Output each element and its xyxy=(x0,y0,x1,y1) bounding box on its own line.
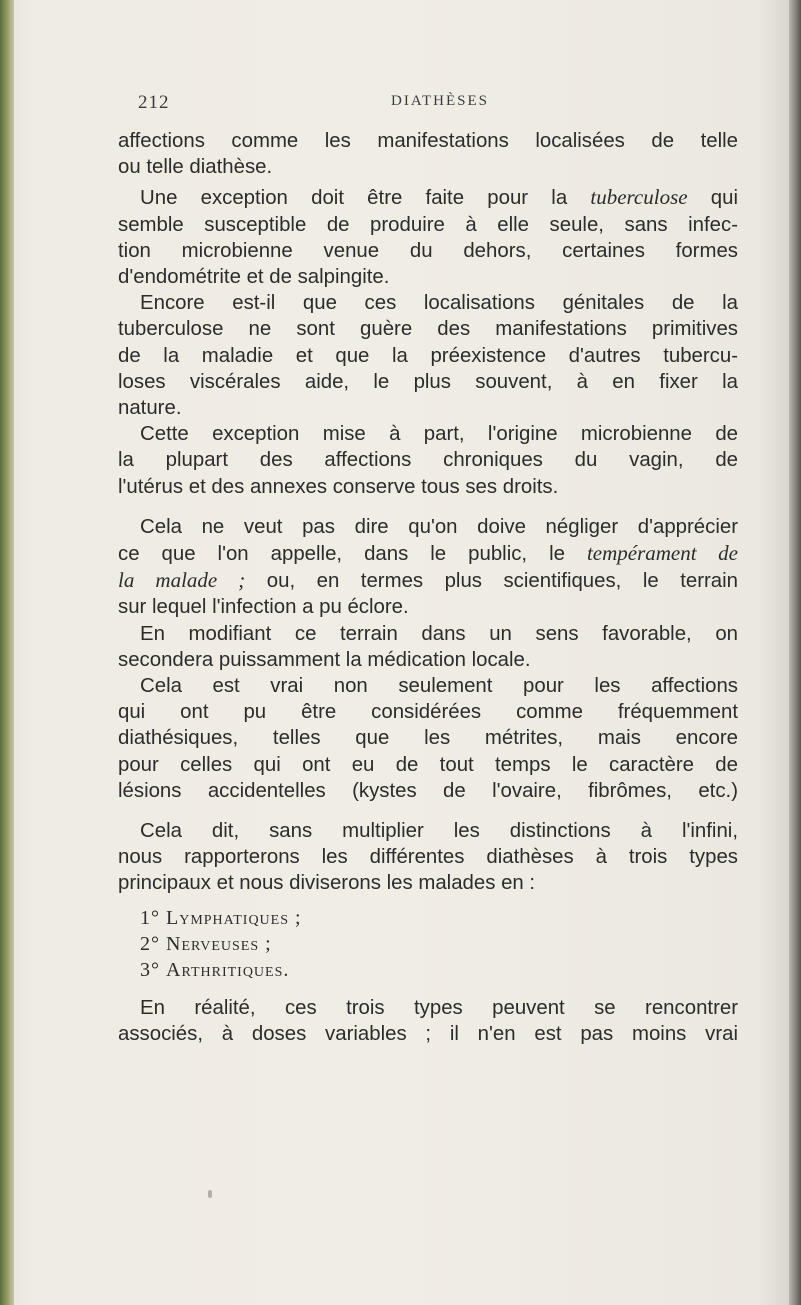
emphasis-la-malade: la malade ; xyxy=(118,568,246,593)
text-line: lésions accidentelles (kystes de l'ovaire, fibrômes, etc.) xyxy=(118,779,738,802)
text-line: semble susceptible de produire à elle seule, sans infec- xyxy=(118,213,738,236)
list-item: 3° Arthritiques. xyxy=(140,958,290,981)
running-title: DIATHÈSES xyxy=(391,93,490,109)
running-head xyxy=(138,92,738,118)
text-line: associés, à doses variables ; il n'en est pas moins vrai xyxy=(118,1022,738,1045)
text-line: tuberculose ne sont guère des manifestations primitives xyxy=(118,318,738,341)
text-line: affections comme les manifestations localisées de telle xyxy=(118,130,738,152)
text-line: loses viscérales aide, le plus souvent, à en fixer la xyxy=(118,370,738,393)
paragraph-1 xyxy=(118,128,738,180)
text-line: nature. xyxy=(118,397,182,420)
paragraph-4 xyxy=(118,421,738,500)
text-line: l'utérus et des annexes conserve tous ses droits. xyxy=(118,475,559,498)
text-line: diathésiques, telles que les métrites, mais encore xyxy=(118,727,738,750)
list-item: 1° Lymphatiques ; xyxy=(140,906,302,929)
text-line: pour celles qui ont eu de tout temps le caractère de xyxy=(118,753,738,776)
page-edge xyxy=(789,0,801,1305)
body-text xyxy=(118,128,738,1047)
text-line: ou telle diathèse. xyxy=(118,156,273,179)
text-line: qui ont pu être considérées comme fréquemment xyxy=(118,701,738,724)
emphasis-tuberculose: tuberculose xyxy=(590,185,688,210)
text-line: Cela dit, sans multiplier les distinctions à l'infini, xyxy=(140,820,738,843)
text-line: la malade ; ou, en termes plus scientifiques, le terrain xyxy=(118,568,738,593)
text-line: Cela ne veut pas dire qu'on doive négliger d'apprécier xyxy=(140,515,738,538)
text-line: de la maladie et que la préexistence d'autres tubercu- xyxy=(118,344,738,367)
paragraph-9 xyxy=(118,995,738,1047)
paragraph-6 xyxy=(118,621,738,673)
text-line: Cette exception mise à part, l'origine microbienne de xyxy=(140,423,738,446)
text-line: Encore est-il que ces localisations génitales de la xyxy=(140,292,738,315)
text-line: Une exception doit être faite pour la tuberculose qui xyxy=(140,185,738,210)
diathesis-types-list xyxy=(118,905,738,983)
emphasis-temperament: tempérament de xyxy=(586,541,738,566)
text-line: Cela est vrai non seulement pour les affections xyxy=(140,675,738,698)
text-line: principaux et nous diviserons les malades en : xyxy=(118,872,536,895)
page-number: 212 xyxy=(138,92,170,113)
text-line: ce que l'on appelle, dans le public, le tempérament de xyxy=(118,541,738,566)
text-line: En modifiant ce terrain dans un sens favorable, on xyxy=(140,622,738,645)
paragraph-2 xyxy=(118,184,738,290)
paragraph-7 xyxy=(118,673,738,804)
text-line: secondera puissamment la médication locale. xyxy=(118,648,531,671)
paragraph-3 xyxy=(118,290,738,421)
ink-speck xyxy=(208,1190,212,1198)
text-line: nous rapporterons les différentes diathèses à trois types xyxy=(118,846,738,869)
binding-gutter xyxy=(0,0,14,1305)
paragraph-5 xyxy=(118,514,738,621)
paragraph-8 xyxy=(118,818,738,897)
text-line: sur lequel l'infection a pu éclore. xyxy=(118,596,409,619)
text-line: tion microbienne venue du dehors, certaines formes xyxy=(118,239,738,262)
text-line: d'endométrite et de salpingite. xyxy=(118,266,390,289)
text-line: la plupart des affections chroniques du vagin, de xyxy=(118,449,738,472)
list-item: 2° Nerveuses ; xyxy=(140,932,272,955)
text-line: En réalité, ces trois types peuvent se rencontrer xyxy=(140,996,738,1019)
